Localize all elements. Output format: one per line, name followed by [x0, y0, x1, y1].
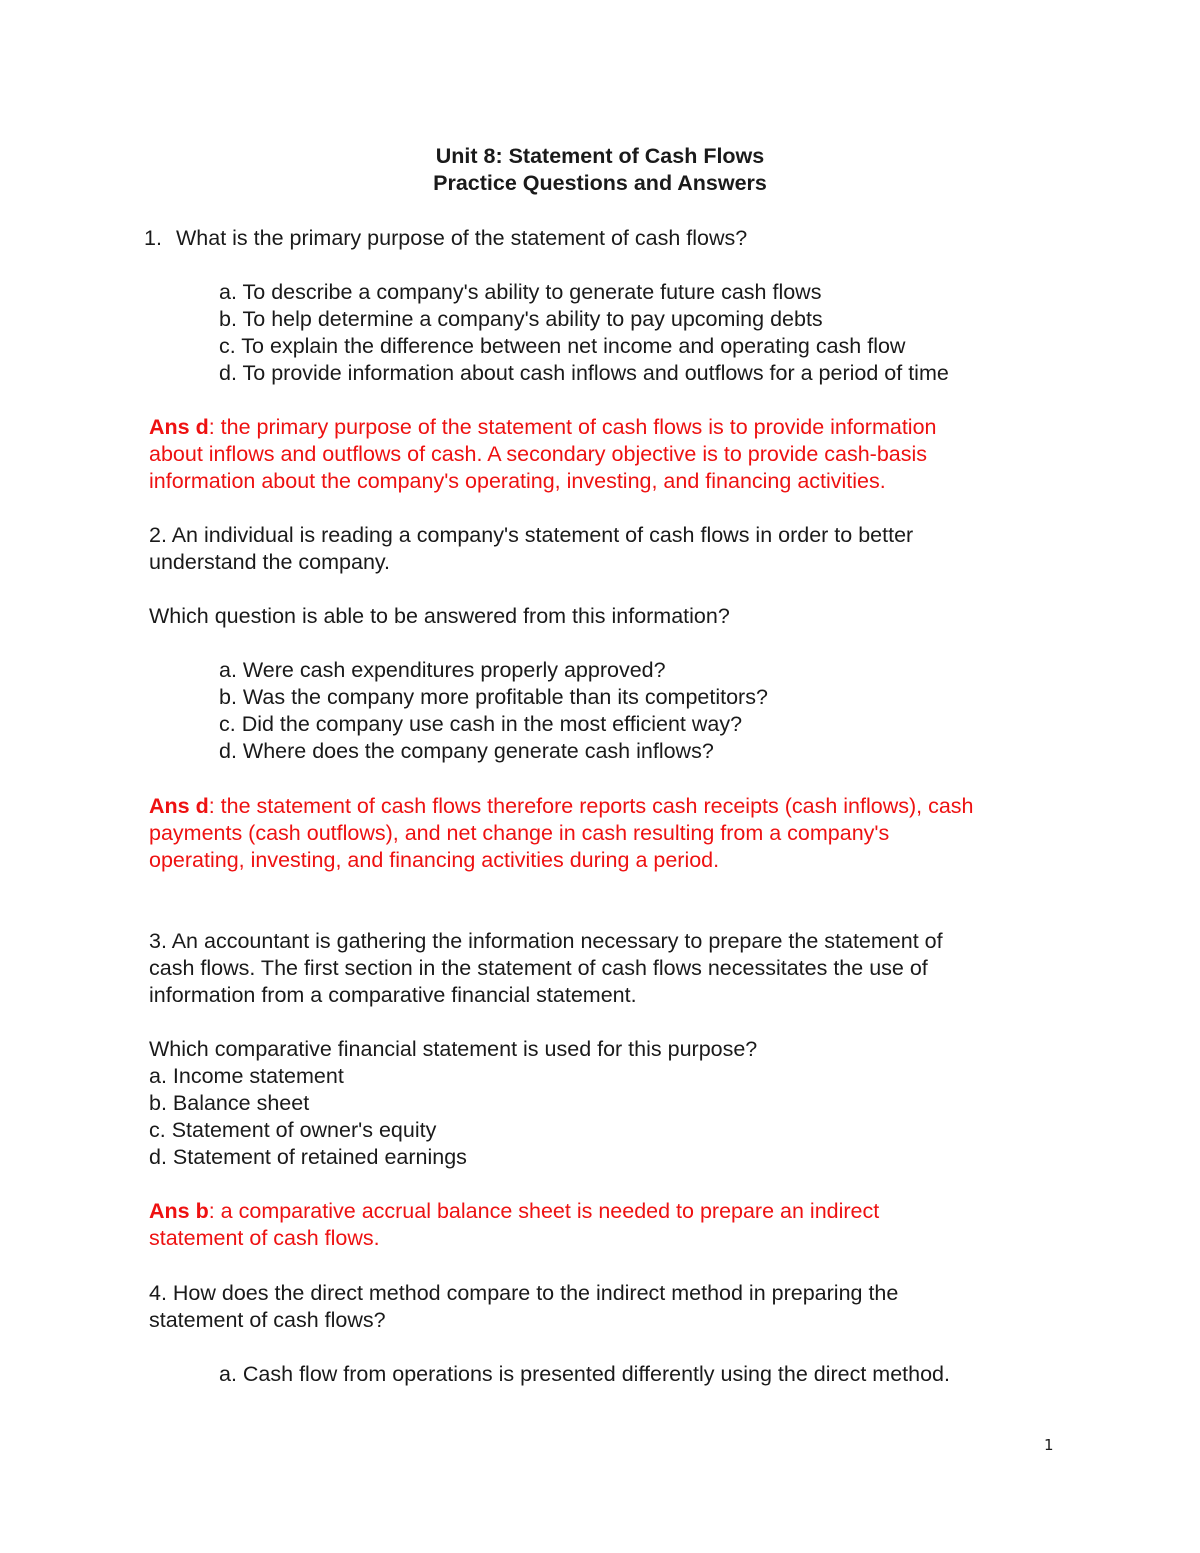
- q2-question-line-2: understand the company.: [149, 550, 391, 574]
- q2-answer-line-2: payments (cash outflows), and net change in cash resulting from a company's: [149, 821, 890, 845]
- q3-prompt: Which comparative financial statement is used for this purpose?: [149, 1037, 758, 1061]
- q2-option-d: d. Where does the company generate cash inflows?: [219, 739, 714, 763]
- document-title: Unit 8: Statement of Cash Flows: [435, 144, 765, 168]
- q1-option-c: c. To explain the difference between net income and operating cash flow: [219, 334, 906, 358]
- q2-answer-line-1: Ans d: the statement of cash flows therefore reports cash receipts (cash inflows), cash: [149, 794, 974, 818]
- q3-question-line-1: 3. An accountant is gathering the information necessary to prepare the statement of: [149, 929, 943, 953]
- q1-option-d: d. To provide information about cash inflows and outflows for a period of time: [219, 361, 949, 385]
- q3-question-line-3: information from a comparative financial statement.: [149, 983, 637, 1007]
- q3-answer-line-1: Ans b: a comparative accrual balance sheet is needed to prepare an indirect: [149, 1199, 880, 1223]
- q4-question-line-2: statement of cash flows?: [149, 1308, 386, 1332]
- q3-answer-label: Ans b: [149, 1199, 209, 1223]
- document-subtitle: Practice Questions and Answers: [433, 171, 767, 195]
- q2-answer-line-3: operating, investing, and financing activities during a period.: [149, 848, 720, 872]
- q1-answer-line-3: information about the company's operating, investing, and financing activities.: [149, 469, 886, 493]
- q4-question-line-1: 4. How does the direct method compare to the indirect method in preparing the: [149, 1281, 899, 1305]
- q2-option-c: c. Did the company use cash in the most efficient way?: [219, 712, 743, 736]
- q4-option-a: a. Cash flow from operations is presented differently using the direct method.: [219, 1362, 950, 1386]
- q2-answer-label: Ans d: [149, 794, 209, 818]
- q1-option-b: b. To help determine a company's ability to pay upcoming debts: [219, 307, 823, 331]
- q3-option-d: d. Statement of retained earnings: [149, 1145, 467, 1169]
- q1-number: 1.: [144, 226, 162, 250]
- q2-prompt: Which question is able to be answered from this information?: [149, 604, 730, 628]
- q3-question-line-2: cash flows. The first section in the statement of cash flows necessitates the use of: [149, 956, 928, 980]
- q1-answer-line-2: about inflows and outflows of cash. A secondary objective is to provide cash-basis: [149, 442, 928, 466]
- q2-question-line-1: 2. An individual is reading a company's statement of cash flows in order to better: [149, 523, 914, 547]
- q1-option-a: a. To describe a company's ability to generate future cash flows: [219, 280, 822, 304]
- q1-answer-label: Ans d: [149, 415, 209, 439]
- q2-option-b: b. Was the company more profitable than its competitors?: [219, 685, 768, 709]
- q2-option-a: a. Were cash expenditures properly approved?: [219, 658, 666, 682]
- page-number: 1: [1044, 1436, 1054, 1454]
- q3-option-b: b. Balance sheet: [149, 1091, 310, 1115]
- q3-option-a: a. Income statement: [149, 1064, 344, 1088]
- q3-option-c: c. Statement of owner's equity: [149, 1118, 437, 1142]
- q1-answer-line-1: Ans d: the primary purpose of the statement of cash flows is to provide information: [149, 415, 937, 439]
- q1-question: What is the primary purpose of the statement of cash flows?: [176, 226, 748, 250]
- q3-answer-line-2: statement of cash flows.: [149, 1226, 380, 1250]
